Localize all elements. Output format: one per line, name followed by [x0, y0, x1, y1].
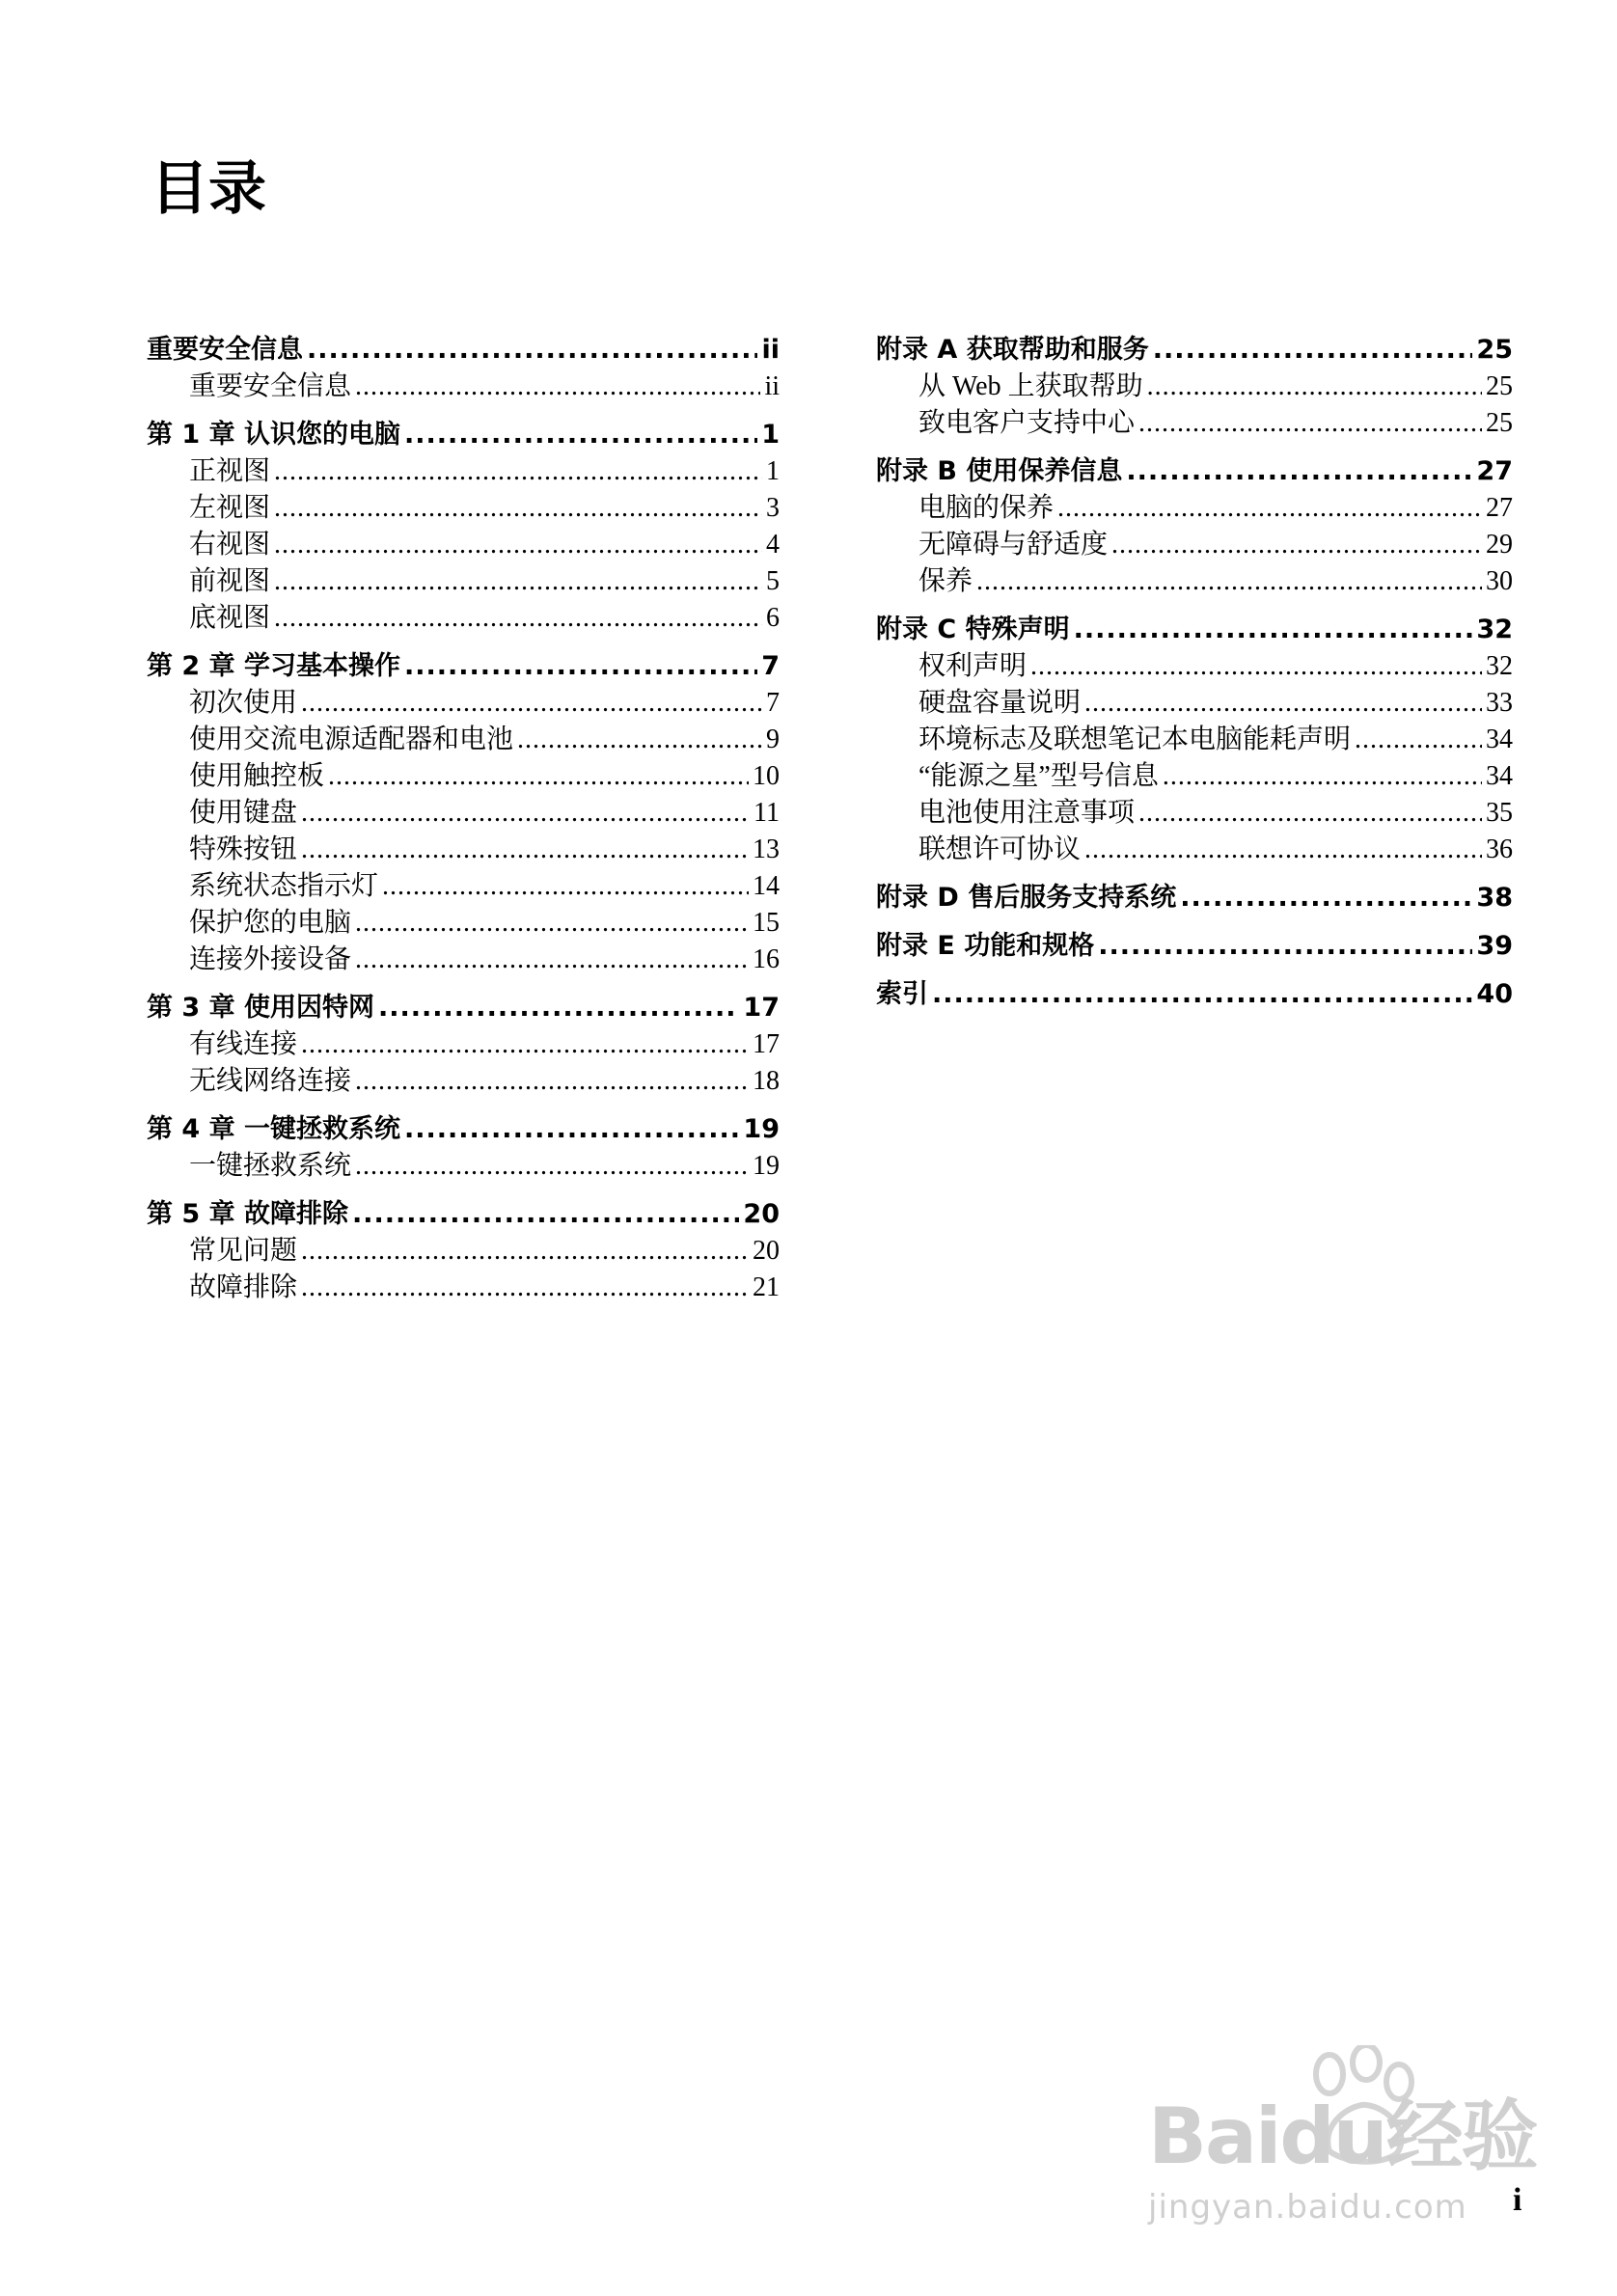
toc-subentry[interactable]	[876, 563, 1513, 600]
toc-subentry-page: 34	[1486, 761, 1513, 791]
toc-chapter-entry[interactable]	[876, 976, 1513, 1013]
toc-subentry[interactable]	[147, 527, 780, 563]
dot-leader	[301, 685, 762, 722]
dot-leader	[378, 990, 739, 1026]
dot-leader	[1147, 369, 1482, 405]
toc-subentry[interactable]	[147, 795, 780, 832]
toc-subentry-page: 3	[766, 493, 780, 523]
toc-subentry-title: 联想许可协议	[918, 834, 1082, 864]
toc-subentry[interactable]	[147, 600, 780, 637]
dot-leader	[1057, 490, 1482, 527]
toc-subentry-title: 权利声明	[918, 651, 1028, 681]
toc-subentry[interactable]	[876, 527, 1513, 563]
dot-leader	[301, 795, 750, 832]
toc-subentry[interactable]	[147, 1233, 780, 1270]
dot-leader	[1098, 928, 1472, 965]
toc-chapter-entry[interactable]	[147, 332, 780, 369]
dot-leader	[1153, 332, 1473, 369]
dot-leader	[1163, 758, 1482, 795]
toc-section	[876, 880, 1513, 916]
toc-subentry-page: 34	[1486, 724, 1513, 754]
toc-subentry-title: 电池使用注意事项	[918, 798, 1136, 828]
toc-chapter-entry-page: 17	[743, 993, 780, 1023]
toc-subentry[interactable]	[147, 868, 780, 905]
toc-subentry[interactable]	[147, 685, 780, 722]
toc-chapter-entry-page: 27	[1476, 456, 1513, 486]
toc-chapter-entry-title: 附录 B 使用保养信息	[876, 456, 1123, 486]
toc-chapter-entry-title: 索引	[876, 979, 928, 1009]
dot-leader	[355, 369, 760, 405]
toc-subentry-title: 正视图	[189, 456, 271, 486]
toc-subentry-page: 9	[766, 724, 780, 754]
toc-section	[147, 1111, 780, 1185]
toc-subentry-title: 电脑的保养	[918, 493, 1055, 523]
dot-leader	[301, 1233, 749, 1270]
toc-chapter-entry-title: 附录 A 获取帮助和服务	[876, 335, 1149, 365]
toc-subentry-page: 33	[1486, 688, 1513, 718]
toc-chapter-entry-title: 第 1 章 认识您的电脑	[147, 420, 400, 450]
toc-subentry-title: 一键拯救系统	[189, 1151, 352, 1181]
toc-subentry-page: 10	[753, 761, 780, 791]
dot-leader	[517, 722, 762, 758]
toc-subentry-title: 无障碍与舒适度	[918, 530, 1109, 560]
toc-subentry-page: 14	[753, 871, 780, 901]
dot-leader	[1126, 453, 1472, 490]
toc-subentry-page: 19	[753, 1151, 780, 1181]
baidu-jingyan-watermark	[1148, 2045, 1553, 2257]
toc-subentry-page: 1	[766, 456, 780, 486]
toc-subentry-page: 35	[1486, 798, 1513, 828]
toc-subentry-title: 故障排除	[189, 1272, 298, 1302]
toc-subentry-page: 25	[1486, 408, 1513, 438]
toc-chapter-entry-title: 第 4 章 一键拯救系统	[147, 1114, 400, 1144]
toc-subentry[interactable]	[147, 369, 780, 405]
toc-chapter-entry-page: 39	[1476, 931, 1513, 961]
toc-chapter-entry[interactable]	[876, 880, 1513, 916]
dot-leader	[301, 1026, 749, 1063]
toc-subentry[interactable]	[876, 832, 1513, 868]
toc-subentry-title: 使用交流电源适配器和电池	[189, 724, 514, 754]
toc-subentry-title: 初次使用	[189, 688, 298, 718]
toc-chapter-entry-title: 附录 C 特殊声明	[876, 615, 1070, 644]
toc-chapter-entry[interactable]	[147, 417, 780, 453]
toc-chapter-entry-title: 第 3 章 使用因特网	[147, 993, 374, 1023]
dot-leader	[274, 563, 762, 600]
dot-leader	[1138, 795, 1482, 832]
toc-subentry-page: 20	[753, 1236, 780, 1266]
toc-section	[147, 332, 780, 405]
toc-subentry-title: 前视图	[189, 566, 271, 596]
toc-subentry-page: 29	[1486, 530, 1513, 560]
dot-leader	[355, 1063, 749, 1100]
toc-chapter-entry-title: 第 5 章 故障排除	[147, 1199, 348, 1229]
dot-leader	[352, 1196, 739, 1233]
toc-chapter-entry-page: 1	[761, 420, 780, 450]
dot-leader	[932, 976, 1472, 1013]
toc-chapter-entry[interactable]	[876, 612, 1513, 648]
toc-subentry[interactable]	[876, 648, 1513, 685]
toc-chapter-entry-title: 第 2 章 学习基本操作	[147, 651, 400, 681]
dot-leader	[301, 832, 749, 868]
toc-chapter-entry-page: 20	[743, 1199, 780, 1229]
toc-subentry-title: 重要安全信息	[189, 371, 352, 401]
watermark-logo: Baidu经验	[1148, 2091, 1537, 2181]
toc-subentry-title: 系统状态指示灯	[189, 871, 379, 901]
toc-subentry-page: 16	[753, 944, 780, 974]
toc-left-column	[147, 332, 780, 1318]
dot-leader	[274, 490, 762, 527]
toc-section	[876, 612, 1513, 868]
dot-leader	[404, 648, 757, 685]
toc-section	[147, 417, 780, 637]
toc-subentry-page: 17	[753, 1029, 780, 1059]
toc-subentry[interactable]	[147, 1270, 780, 1306]
dot-leader	[1180, 880, 1472, 916]
toc-subentry-title: 环境标志及联想笔记本电脑能耗声明	[918, 724, 1352, 754]
toc-chapter-entry-title: 附录 E 功能和规格	[876, 931, 1095, 961]
toc-subentry-title: 右视图	[189, 530, 271, 560]
dot-leader	[404, 417, 757, 453]
dot-leader	[1074, 612, 1473, 648]
toc-subentry[interactable]	[876, 369, 1513, 405]
toc-section	[147, 990, 780, 1100]
toc-subentry[interactable]	[147, 905, 780, 942]
dot-leader	[274, 527, 762, 563]
toc-subentry-page: 13	[753, 834, 780, 864]
toc-subentry-page: 4	[766, 530, 780, 560]
toc-subentry[interactable]	[147, 490, 780, 527]
toc-chapter-entry-title: 附录 D 售后服务支持系统	[876, 883, 1177, 913]
toc-chapter-entry[interactable]	[147, 648, 780, 685]
toc-subentry-title: 使用触控板	[189, 761, 325, 791]
toc-chapter-entry-page: 32	[1476, 615, 1513, 644]
dot-leader	[1084, 685, 1482, 722]
toc-subentry-title: 使用键盘	[189, 798, 298, 828]
toc-chapter-entry[interactable]	[147, 1111, 780, 1148]
toc-subentry[interactable]	[876, 405, 1513, 442]
dot-leader	[328, 758, 749, 795]
dot-leader	[382, 868, 749, 905]
toc-subentry[interactable]	[876, 685, 1513, 722]
dot-leader	[307, 332, 757, 369]
page-title: 目录	[151, 155, 266, 223]
page-number: i	[1513, 2182, 1522, 2218]
toc-subentry[interactable]	[147, 722, 780, 758]
dot-leader	[355, 905, 749, 942]
toc-section	[876, 928, 1513, 965]
toc-subentry-page: 5	[766, 566, 780, 596]
toc-subentry-title: 底视图	[189, 603, 271, 633]
toc-chapter-entry-page: 19	[743, 1114, 780, 1144]
dot-leader	[1355, 722, 1482, 758]
toc-subentry[interactable]	[876, 722, 1513, 758]
toc-section	[876, 976, 1513, 1013]
toc-subentry-page: 36	[1486, 834, 1513, 864]
dot-leader	[1111, 527, 1482, 563]
toc-subentry-title: 有线连接	[189, 1029, 298, 1059]
toc-subentry-page: 11	[754, 798, 780, 828]
toc-subentry-title: 保护您的电脑	[189, 908, 352, 938]
toc-subentry-page: ii	[764, 371, 780, 401]
toc-subentry-page: 7	[766, 688, 780, 718]
toc-subentry-title: 硬盘容量说明	[918, 688, 1082, 718]
toc-subentry-page: 18	[753, 1066, 780, 1096]
toc-chapter-entry-page: 38	[1476, 883, 1513, 913]
toc-chapter-entry[interactable]	[876, 332, 1513, 369]
toc-chapter-entry[interactable]	[876, 928, 1513, 965]
toc-right-column	[876, 332, 1513, 1025]
toc-chapter-entry-page: 40	[1476, 979, 1513, 1009]
toc-subentry[interactable]	[147, 942, 780, 978]
toc-section	[147, 648, 780, 978]
toc-subentry-title: “能源之星”型号信息	[918, 761, 1159, 791]
toc-subentry-title: 从 Web 上获取帮助	[918, 371, 1143, 401]
toc-chapter-entry-page: 7	[761, 651, 780, 681]
dot-leader	[404, 1111, 739, 1148]
watermark-url: jingyan.baidu.com	[1148, 2188, 1467, 2227]
toc-subentry-page: 21	[753, 1272, 780, 1302]
toc-subentry[interactable]	[147, 453, 780, 490]
toc-subentry-title: 保养	[918, 566, 973, 596]
toc-subentry-page: 25	[1486, 371, 1513, 401]
toc-chapter-entry-title: 重要安全信息	[147, 335, 303, 365]
toc-subentry[interactable]	[147, 1026, 780, 1063]
toc-subentry-title: 无线网络连接	[189, 1066, 352, 1096]
dot-leader	[274, 600, 762, 637]
toc-chapter-entry-page: 25	[1476, 335, 1513, 365]
dot-leader	[1084, 832, 1482, 868]
toc-subentry-page: 15	[753, 908, 780, 938]
toc-subentry-title: 左视图	[189, 493, 271, 523]
toc-section	[876, 332, 1513, 442]
toc-subentry[interactable]	[876, 758, 1513, 795]
dot-leader	[976, 563, 1482, 600]
toc-subentry-title: 连接外接设备	[189, 944, 352, 974]
toc-chapter-entry-page: ii	[761, 335, 780, 365]
toc-chapter-entry[interactable]	[876, 453, 1513, 490]
dot-leader	[355, 942, 749, 978]
toc-subentry[interactable]	[147, 1148, 780, 1185]
toc-section	[147, 1196, 780, 1306]
toc-subentry-title: 特殊按钮	[189, 834, 298, 864]
toc-subentry-page: 30	[1486, 566, 1513, 596]
toc-subentry-page: 6	[766, 603, 780, 633]
toc-chapter-entry[interactable]	[147, 1196, 780, 1233]
toc-subentry[interactable]	[147, 758, 780, 795]
toc-subentry[interactable]	[876, 490, 1513, 527]
toc-section	[876, 453, 1513, 600]
toc-chapter-entry[interactable]	[147, 990, 780, 1026]
toc-subentry-title: 常见问题	[189, 1236, 298, 1266]
toc-subentry-page: 27	[1486, 493, 1513, 523]
toc-subentry-title: 致电客户支持中心	[918, 408, 1136, 438]
toc-subentry-page: 32	[1486, 651, 1513, 681]
toc-subentry[interactable]	[876, 795, 1513, 832]
dot-leader	[1030, 648, 1482, 685]
dot-leader	[355, 1148, 749, 1185]
toc-subentry[interactable]	[147, 832, 780, 868]
dot-leader	[301, 1270, 749, 1306]
toc-subentry[interactable]	[147, 563, 780, 600]
toc-subentry[interactable]	[147, 1063, 780, 1100]
dot-leader	[1138, 405, 1482, 442]
dot-leader	[274, 453, 762, 490]
